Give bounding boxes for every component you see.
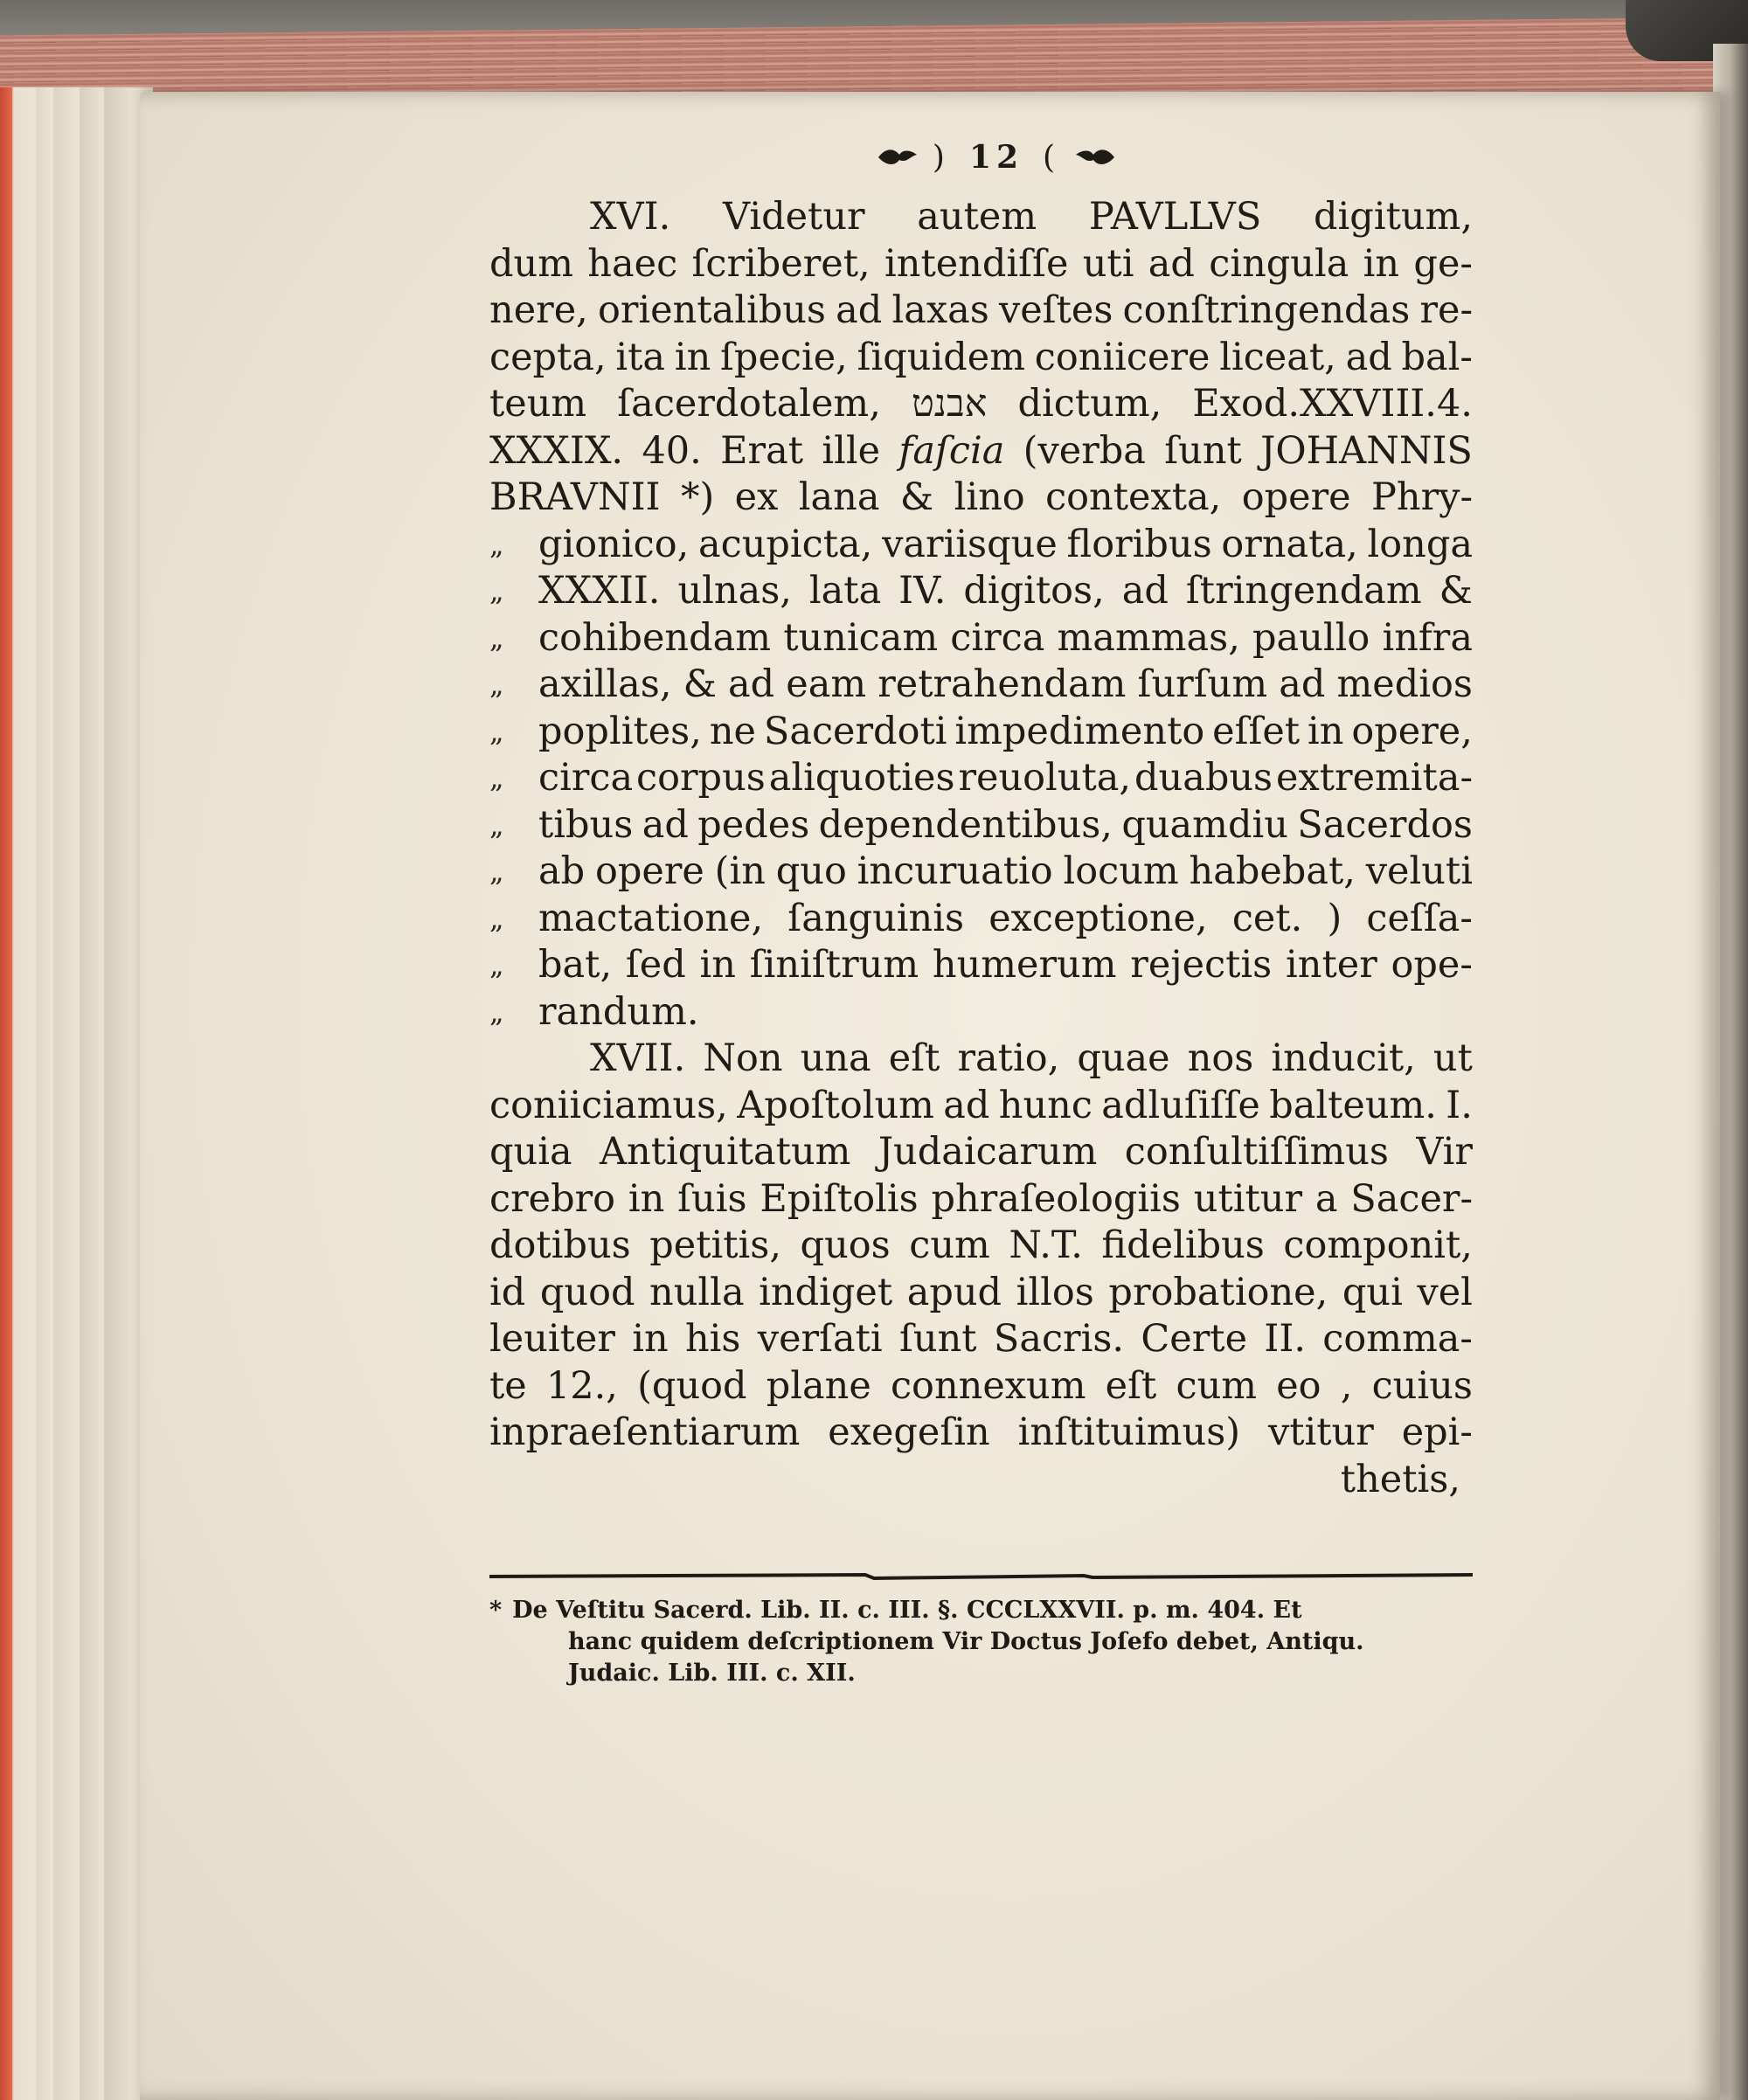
word: his [684, 1317, 741, 1361]
word: Videtur [723, 195, 865, 239]
header-right-bracket: ( [1043, 139, 1061, 176]
word: mammas, [1057, 615, 1240, 660]
word: inter [1286, 943, 1377, 987]
word: ſunt [1164, 428, 1242, 473]
word: ad [1121, 569, 1169, 613]
word: apud [906, 1270, 1002, 1314]
text-line [489, 522, 1473, 569]
word: quod [539, 1270, 635, 1314]
word: ) [1327, 896, 1342, 940]
word: eſt [888, 1036, 940, 1080]
word: pedes [697, 802, 810, 847]
word: uti [1082, 241, 1134, 286]
word: quae [1077, 1036, 1170, 1080]
word: conſtringendas [1122, 288, 1411, 332]
word: XVII. [590, 1036, 686, 1080]
word: ut [1432, 1036, 1473, 1080]
word: ſtringendam [1185, 569, 1422, 613]
word: ſacerdotalem, [617, 382, 881, 426]
word: Apoſtolum [737, 1083, 934, 1127]
word: ge- [1413, 241, 1473, 286]
text-line [489, 802, 1473, 849]
text-line [489, 662, 1473, 709]
word: אבנט [911, 382, 988, 426]
word: cingula [1209, 241, 1349, 286]
word: ex [734, 475, 779, 519]
quotation-mark: „ [489, 620, 504, 655]
word: coniiciamus, [489, 1083, 728, 1127]
word: ſcriberet, [691, 241, 871, 286]
word: ratio, [957, 1036, 1060, 1080]
footnote-line: hanc quidem deſcriptionem Vir Doctus Joſefo debet, Antiqu. [568, 1628, 1364, 1655]
quotation-mark: „ [489, 668, 504, 701]
text-line [489, 709, 1473, 756]
word: ſuis [677, 1176, 747, 1221]
word: ceſſa- [1366, 896, 1473, 940]
text-line [489, 1316, 1473, 1363]
word: eſt [1105, 1363, 1157, 1408]
text-line [489, 428, 1473, 475]
word: quo [775, 849, 847, 893]
word: circa [538, 756, 634, 800]
word: ſunt [898, 1317, 977, 1361]
word: re- [1419, 288, 1473, 332]
word: qui [1342, 1270, 1403, 1314]
word: lata [808, 569, 882, 613]
word: IV. [898, 569, 947, 613]
quotation-mark: „ [489, 995, 504, 1029]
quotation-mark: „ [489, 948, 504, 981]
word: (quod [637, 1363, 747, 1408]
word: coniicere [1034, 335, 1210, 379]
word: una [800, 1036, 871, 1080]
word: ope- [1391, 943, 1473, 987]
word: liceat, [1219, 335, 1336, 379]
word: phraſeologiis [931, 1176, 1181, 1221]
word: opere [594, 849, 704, 893]
quotation-mark: „ [489, 807, 504, 842]
word: autem [917, 195, 1037, 239]
word: in [699, 943, 736, 987]
word: Judaicarum [877, 1130, 1098, 1174]
word: ne [709, 709, 756, 753]
word: XXXII. [538, 569, 661, 613]
word: in [1308, 709, 1344, 753]
word: digitos, [963, 569, 1105, 613]
text-line [489, 1363, 1473, 1410]
word: & [683, 662, 717, 706]
word: tibus [538, 802, 634, 847]
word: randum. [538, 989, 699, 1034]
word: vel [1417, 1270, 1473, 1314]
word: locum [1063, 849, 1179, 893]
text-line [489, 615, 1473, 662]
word: Antiquitatum [600, 1130, 851, 1174]
word: cet. [1231, 896, 1303, 940]
footnote-marker: * [489, 1597, 503, 1624]
word: cohibendam [538, 615, 772, 660]
word: XXXIX. [489, 428, 624, 473]
left-page-stack [0, 87, 153, 2100]
text-line [489, 475, 1473, 522]
word: Sacris. [993, 1317, 1125, 1361]
word: mactatione, [538, 896, 764, 940]
word: vtitur [1267, 1410, 1374, 1454]
word: Exod.XXVIII.4. [1192, 382, 1473, 426]
word: a [1314, 1176, 1338, 1221]
word: intendiſſe [884, 241, 1069, 286]
quotation-mark: „ [489, 714, 504, 748]
word: paullo [1252, 615, 1370, 660]
word: reuoluta, [958, 756, 1132, 800]
word: N.T. [1009, 1223, 1083, 1267]
word: conſultiſſimus [1124, 1130, 1389, 1174]
text-line [489, 1129, 1473, 1176]
word: ad [642, 802, 689, 847]
word: Erat [720, 428, 804, 473]
word: I. [1446, 1083, 1473, 1127]
word: rejectis [1130, 943, 1273, 987]
word: id [489, 1270, 526, 1314]
word: dictum, [1017, 382, 1162, 426]
word: & [1439, 569, 1473, 613]
quotation-mark: „ [489, 574, 504, 607]
word: II. [1264, 1317, 1306, 1361]
word: ſurſum [1137, 662, 1268, 706]
text-line [489, 241, 1473, 288]
word: dotibus [489, 1223, 631, 1267]
word: (verba [1023, 428, 1146, 473]
word: balteum. [1269, 1083, 1437, 1127]
word: ad [727, 662, 775, 706]
word: tunicam [783, 615, 939, 660]
word: Vir [1416, 1130, 1473, 1174]
word: aliquoties [768, 756, 955, 800]
text-line [489, 381, 1473, 428]
word: teum [489, 382, 587, 426]
word: *) [680, 475, 715, 519]
footnote-line: * De Veſtitu Sacerd. Lib. II. c. III. §. CCCLXXVII. p. m. 404. Et [489, 1597, 1302, 1624]
page-header [813, 131, 1180, 184]
word: ita [615, 335, 666, 379]
word: BRAVNII [489, 475, 661, 519]
word: nere, [489, 288, 588, 332]
word: cuius [1371, 1363, 1473, 1408]
word: Epiſtolis [760, 1176, 919, 1221]
word: inſtituimus) [1017, 1410, 1241, 1454]
word: quia [489, 1130, 572, 1174]
word: eſſet [1212, 709, 1301, 753]
word: indiget [759, 1270, 893, 1314]
footnote-rule [489, 1570, 1473, 1583]
word: Sacer- [1350, 1176, 1473, 1221]
footnote-line: Judaic. Lib. III. c. XII. [568, 1660, 856, 1687]
word: plane [766, 1363, 871, 1408]
word: dum [489, 241, 573, 286]
word: in [632, 1317, 669, 1361]
word: dependentibus, [818, 802, 1113, 847]
word: haec [587, 241, 678, 286]
word: ad [1279, 662, 1326, 706]
word: adluſiſſe [1101, 1083, 1260, 1127]
word: Sacerdos [1297, 802, 1473, 847]
word: cum [1176, 1363, 1258, 1408]
quotation-mark: „ [489, 855, 504, 888]
word: ad [836, 288, 883, 332]
word: variisque [882, 522, 1058, 566]
word: in [628, 1176, 665, 1221]
word: poplites, [538, 709, 702, 753]
word: Sacerdoti [763, 709, 947, 753]
text-line [489, 335, 1473, 382]
word: quamdiu [1121, 802, 1288, 847]
word: in [1363, 241, 1400, 286]
word: habebat, [1189, 849, 1356, 893]
word: floribus [1066, 522, 1212, 566]
word: leuiter [489, 1317, 615, 1361]
word: exceptione, [988, 896, 1208, 940]
word: in [674, 335, 711, 379]
word: hunc [998, 1083, 1092, 1127]
word: gionico, [538, 522, 690, 566]
word: ulnas, [677, 569, 792, 613]
word: quos [800, 1223, 891, 1267]
word: fidelibus [1101, 1223, 1265, 1267]
right-fleuron-icon [1072, 146, 1118, 169]
left-fleuron-icon [875, 146, 920, 169]
word: ille [822, 428, 881, 473]
word: duabus [1134, 756, 1273, 800]
page-number: 12 [968, 139, 1024, 176]
word: connexum [890, 1363, 1086, 1408]
body-text [489, 194, 1473, 1503]
word: inpraeſentiarum [489, 1410, 801, 1454]
word: ſanguinis [787, 896, 965, 940]
text-line [489, 849, 1473, 896]
text-line [489, 1083, 1473, 1130]
word: extremita- [1276, 756, 1473, 800]
word: verſati [757, 1317, 883, 1361]
word: componit, [1283, 1223, 1473, 1267]
text-line [489, 755, 1473, 802]
text-line [489, 1223, 1473, 1270]
word: ad [943, 1083, 990, 1127]
word: bal- [1401, 335, 1473, 379]
word: orientalibus [597, 288, 826, 332]
word: infra [1382, 615, 1473, 660]
text-line [489, 1270, 1473, 1317]
word: opere [1241, 475, 1351, 519]
word: comma- [1322, 1317, 1473, 1361]
word: digitum, [1314, 195, 1473, 239]
word: 12., [545, 1363, 618, 1408]
word: circa [950, 615, 1045, 660]
word: illos [1016, 1270, 1094, 1314]
word: & [899, 475, 934, 519]
word: thetis, [1340, 1457, 1460, 1501]
word: retrahendam [877, 662, 1127, 706]
word: Non [703, 1036, 783, 1080]
quotation-mark: „ [489, 527, 504, 561]
word: exegeſin [828, 1410, 990, 1454]
text-line [489, 1410, 1473, 1457]
text-line [489, 568, 1473, 615]
text-line [489, 989, 1473, 1036]
word: ſiquidem [857, 335, 1025, 379]
word: eo [1276, 1363, 1321, 1408]
word: crebro [489, 1176, 616, 1221]
quotation-mark: „ [489, 761, 504, 794]
word: cepta, [489, 335, 607, 379]
word: (in [714, 849, 766, 893]
word: acupicta, [697, 522, 873, 566]
word: lana [798, 475, 880, 519]
word: Certe [1141, 1317, 1248, 1361]
word: petitis, [649, 1223, 782, 1267]
text-line [489, 1457, 1473, 1504]
word: ſpecie, [720, 335, 848, 379]
word: opere, [1351, 709, 1473, 753]
word: cum [909, 1223, 990, 1267]
word: nos [1187, 1036, 1254, 1080]
word: , [1340, 1363, 1353, 1408]
word: Phry- [1370, 475, 1473, 519]
word: faſcia [898, 428, 1005, 473]
word: laxas [891, 288, 989, 332]
word: veſtes [998, 288, 1113, 332]
word: ab [538, 849, 586, 893]
text-line [489, 942, 1473, 989]
word: te [489, 1363, 527, 1408]
quotation-mark: „ [489, 901, 504, 935]
word: longa [1367, 522, 1473, 566]
word: bat, [538, 943, 613, 987]
word: ſiniſtrum [749, 943, 919, 987]
word: ſed [625, 943, 686, 987]
word: axillas, [538, 662, 672, 706]
word: impedimento [954, 709, 1205, 753]
word: nulla [649, 1270, 745, 1314]
word: XVI. [590, 195, 671, 239]
word: JOHANNIS [1260, 428, 1473, 473]
word: ad [1148, 241, 1195, 286]
word: corpus [636, 756, 766, 800]
text-line [489, 194, 1473, 241]
word: eam [786, 662, 867, 706]
word: inducit, [1271, 1036, 1416, 1080]
word: contexta, [1045, 475, 1222, 519]
word: incuruatio [857, 849, 1053, 893]
word: lino [954, 475, 1025, 519]
word: 40. [642, 428, 702, 473]
text-line [489, 1036, 1473, 1083]
word: utitur [1193, 1176, 1303, 1221]
text-line [489, 896, 1473, 943]
word: epi- [1401, 1410, 1473, 1454]
footnote [489, 1595, 1495, 1689]
text-line [489, 1176, 1473, 1223]
word: ad [1345, 335, 1392, 379]
text-line [489, 288, 1473, 335]
word: probatione, [1108, 1270, 1328, 1314]
header-left-bracket: ) [932, 139, 950, 176]
word: PAVLLVS [1088, 195, 1262, 239]
word: medios [1336, 662, 1473, 706]
word: humerum [932, 943, 1117, 987]
word: veluti [1365, 849, 1473, 893]
word: ornata, [1221, 522, 1358, 566]
